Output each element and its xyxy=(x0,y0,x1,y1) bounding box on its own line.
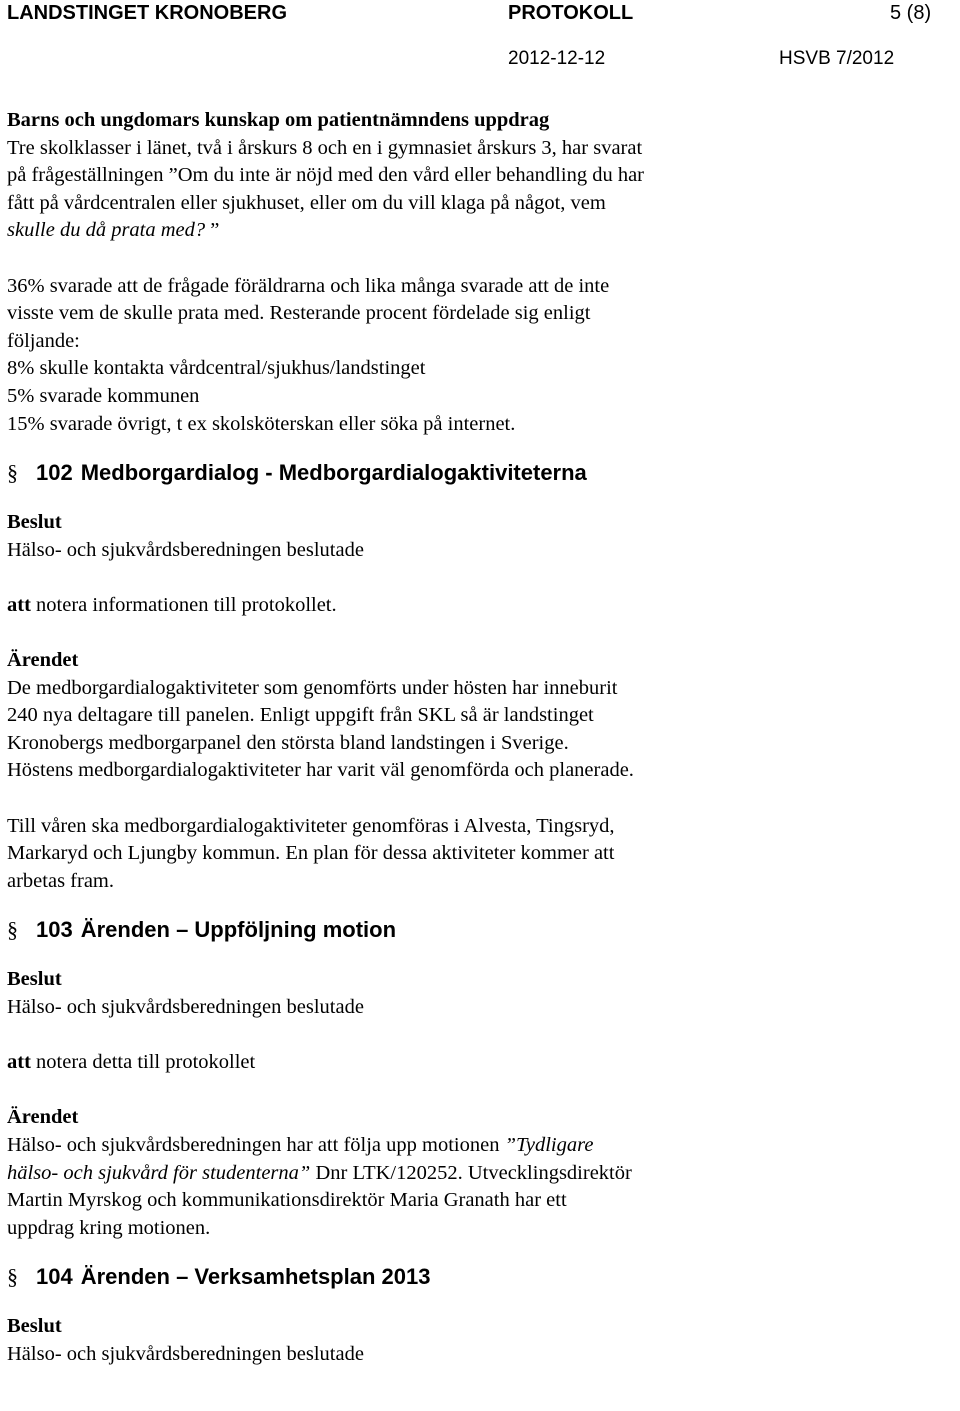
section-number: 103 xyxy=(36,917,73,943)
arendet-line: Kronobergs medborgarpanel den största bland landstingen i Sverige. xyxy=(7,731,569,754)
att-text: notera informationen till protokollet. xyxy=(30,593,337,616)
s104-beslut xyxy=(7,1313,947,1368)
intro-line: på frågeställningen ”Om du inte är nöjd med den vård eller behandling du har xyxy=(7,164,644,187)
arendet-text: Dnr LTK/120252. Utvecklingsdirektör xyxy=(310,1161,632,1184)
s103-beslut xyxy=(7,966,947,1021)
doc-type: PROTOKOLL xyxy=(508,2,634,24)
result-line: 36% svarade att de frågade föräldrarna och lika många svarade att de inte xyxy=(7,274,610,297)
org-name: LANDSTINGET KRONOBERG xyxy=(7,2,287,24)
s103-att xyxy=(7,1049,947,1077)
intro-quote: ” xyxy=(205,219,220,242)
att-text: notera detta till protokollet xyxy=(30,1051,256,1074)
section-title: Ärenden – Verksamhetsplan 2013 xyxy=(80,1264,431,1290)
s102-arendet xyxy=(7,647,947,785)
arendet-line: uppdrag kring motionen. xyxy=(7,1216,211,1239)
section-title: Ärenden – Uppföljning motion xyxy=(80,917,397,943)
section-sign: § xyxy=(7,917,18,943)
intro-line: fått på vårdcentralen eller sjukhuset, eller om du vill klaga på något, vem xyxy=(7,191,606,214)
intro-block xyxy=(7,107,947,245)
att-word: att xyxy=(7,593,31,616)
result-line: följande: xyxy=(7,329,80,352)
arendet-line: Höstens medborgardialogaktiviteter har varit väl genomförda och planerade. xyxy=(7,759,634,782)
motion-title: ”Tydligare xyxy=(504,1134,594,1156)
arendet-label: Ärendet xyxy=(7,649,79,672)
plan-line: Markaryd och Ljungby kommun. En plan för dessa aktiviteter kommer att xyxy=(7,842,615,865)
survey-results xyxy=(7,273,947,439)
result-line: 15% svarade övrigt, t ex skolsköterskan eller söka på internet. xyxy=(7,412,516,435)
beslut-line: Hälso- och sjukvårdsberedningen beslutade xyxy=(7,996,364,1019)
section-title: Medborgardialog - Medborgardialogaktiviteterna xyxy=(80,460,587,486)
doc-date: 2012-12-12 xyxy=(508,48,606,69)
doc-reference: HSVB 7/2012 xyxy=(779,48,895,69)
section-104-heading xyxy=(7,1263,947,1291)
plan-line: arbetas fram. xyxy=(7,869,114,892)
section-number: 104 xyxy=(36,1264,73,1290)
result-line: 8% skulle kontakta vårdcentral/sjukhus/landstinget xyxy=(7,357,426,380)
s102-plan xyxy=(7,813,947,896)
arendet-text: Hälso- och sjukvårdsberedningen har att följa upp motionen xyxy=(7,1134,505,1156)
plan-line: Till våren ska medborgardialogaktiviteter genomföras i Alvesta, Tingsryd, xyxy=(7,814,615,837)
beslut-line: Hälso- och sjukvårdsberedningen beslutade xyxy=(7,1342,364,1365)
section-sign: § xyxy=(7,1264,18,1290)
motion-title: hälso- och sjukvård för studenterna” xyxy=(7,1161,311,1184)
document-body xyxy=(7,107,947,1369)
beslut-label: Beslut xyxy=(7,1315,62,1338)
section-sign: § xyxy=(7,460,18,486)
result-line: 5% svarade kommunen xyxy=(7,384,200,407)
intro-question: skulle du då prata med? xyxy=(7,219,206,242)
result-line: visste vem de skulle prata med. Resterande procent fördelade sig enligt xyxy=(7,302,591,325)
section-102-heading xyxy=(7,459,947,487)
intro-line: Tre skolklasser i länet, två i årskurs 8 och en i gymnasiet årskurs 3, har svarat xyxy=(7,136,643,159)
intro-line xyxy=(7,217,947,245)
arendet-line: 240 nya deltagare till panelen. Enligt uppgift från SKL så är landstinget xyxy=(7,704,594,727)
intro-heading: Barns och ungdomars kunskap om patientnämndens uppdrag xyxy=(7,109,550,131)
page-number: 5 (8) xyxy=(890,2,932,24)
beslut-line: Hälso- och sjukvårdsberedningen beslutade xyxy=(7,538,364,561)
section-103-heading xyxy=(7,916,947,944)
s102-beslut xyxy=(7,509,947,564)
beslut-label: Beslut xyxy=(7,968,62,991)
s103-arendet xyxy=(7,1104,947,1242)
arendet-line: De medborgardialogaktiviteter som genomförts under hösten har inneburit xyxy=(7,676,618,699)
att-word: att xyxy=(7,1051,31,1074)
arendet-label: Ärendet xyxy=(7,1106,79,1129)
arendet-line: Martin Myrskog och kommunikationsdirektör Maria Granath har ett xyxy=(7,1189,567,1212)
section-number: 102 xyxy=(36,460,73,486)
beslut-label: Beslut xyxy=(7,511,62,534)
s102-att xyxy=(7,592,947,620)
